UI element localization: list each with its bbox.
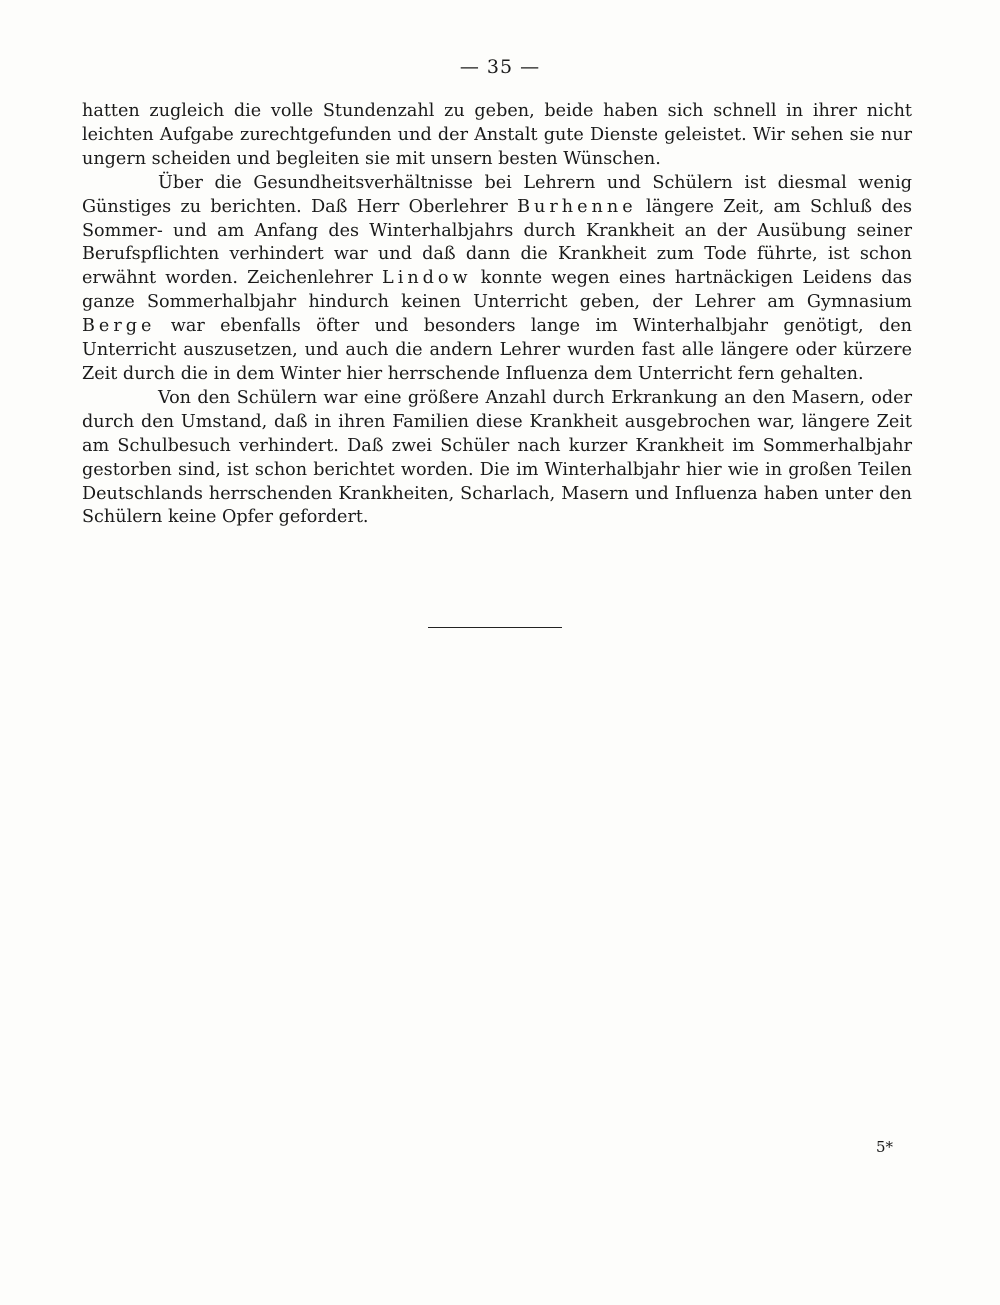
name-berge: Berge (82, 316, 156, 337)
paragraph-2-text-4: war ebenfalls öfter und besonders lange im Winterhalbjahr genötigt, den Unterricht auszusetzen, und auch die andern Lehrer wurden fast alle längere oder kürzere Zeit durch die in dem Winter hier herrschende Influenza dem Unterricht fern gehalten. (82, 316, 912, 384)
name-lindow: Lindow (382, 268, 472, 289)
paragraph-2-text-2: längere Zeit, am Schluß des Sommer- und am Anfang des Winterhalbjahrs durch Krankheit an der Ausübung seiner Berufspflichten verhindert war und daß dann die Krankheit zum Tode führte, ist schon erwähnt worden. Zeichenlehrer (82, 196, 913, 289)
page-number: — 35 — (459, 56, 541, 78)
paragraph-2 (82, 172, 912, 387)
body-text (82, 100, 912, 530)
section-divider (428, 627, 562, 628)
paragraph-2-text-1: Über die Gesundheitsverhältnisse bei Lehrern und Schülern ist diesmal wenig Günstiges zu berichten. Daß Herr Oberlehrer (82, 172, 912, 217)
signature-mark: 5* (876, 1138, 894, 1156)
paragraph-2-text-3: konnte wegen eines hartnäckigen Leidens das ganze Sommerhalbjahr hindurch keinen Unterricht geben, der Lehrer am Gymnasium (82, 268, 913, 313)
paragraph-3: Von den Schülern war eine größere Anzahl durch Erkrankung an den Masern, oder durch den Umstand, daß in ihren Familien diese Krankheit ausgebrochen war, längere Zeit am Schulbesuch verhindert. Daß zwei Schüler nach kurzer Krankheit im Sommerhalbjahr gestorben sind, ist schon berichtet worden. Die im Winterhalbjahr hier wie in großen Teilen Deutschlands herrschenden Krankheiten, Scharlach, Masern und Influenza haben unter den Schülern keine Opfer gefordert. (82, 387, 912, 528)
name-burhenne: Burhenne (517, 196, 637, 217)
paragraph-1: hatten zugleich die volle Stundenzahl zu geben, beide haben sich schnell in ihrer nicht leichten Aufgabe zurechtgefunden und der Anstalt gute Dienste geleistet. Wir sehen sie nur ungern scheiden und begleiten sie mit unsern besten Wünschen. (82, 101, 912, 169)
